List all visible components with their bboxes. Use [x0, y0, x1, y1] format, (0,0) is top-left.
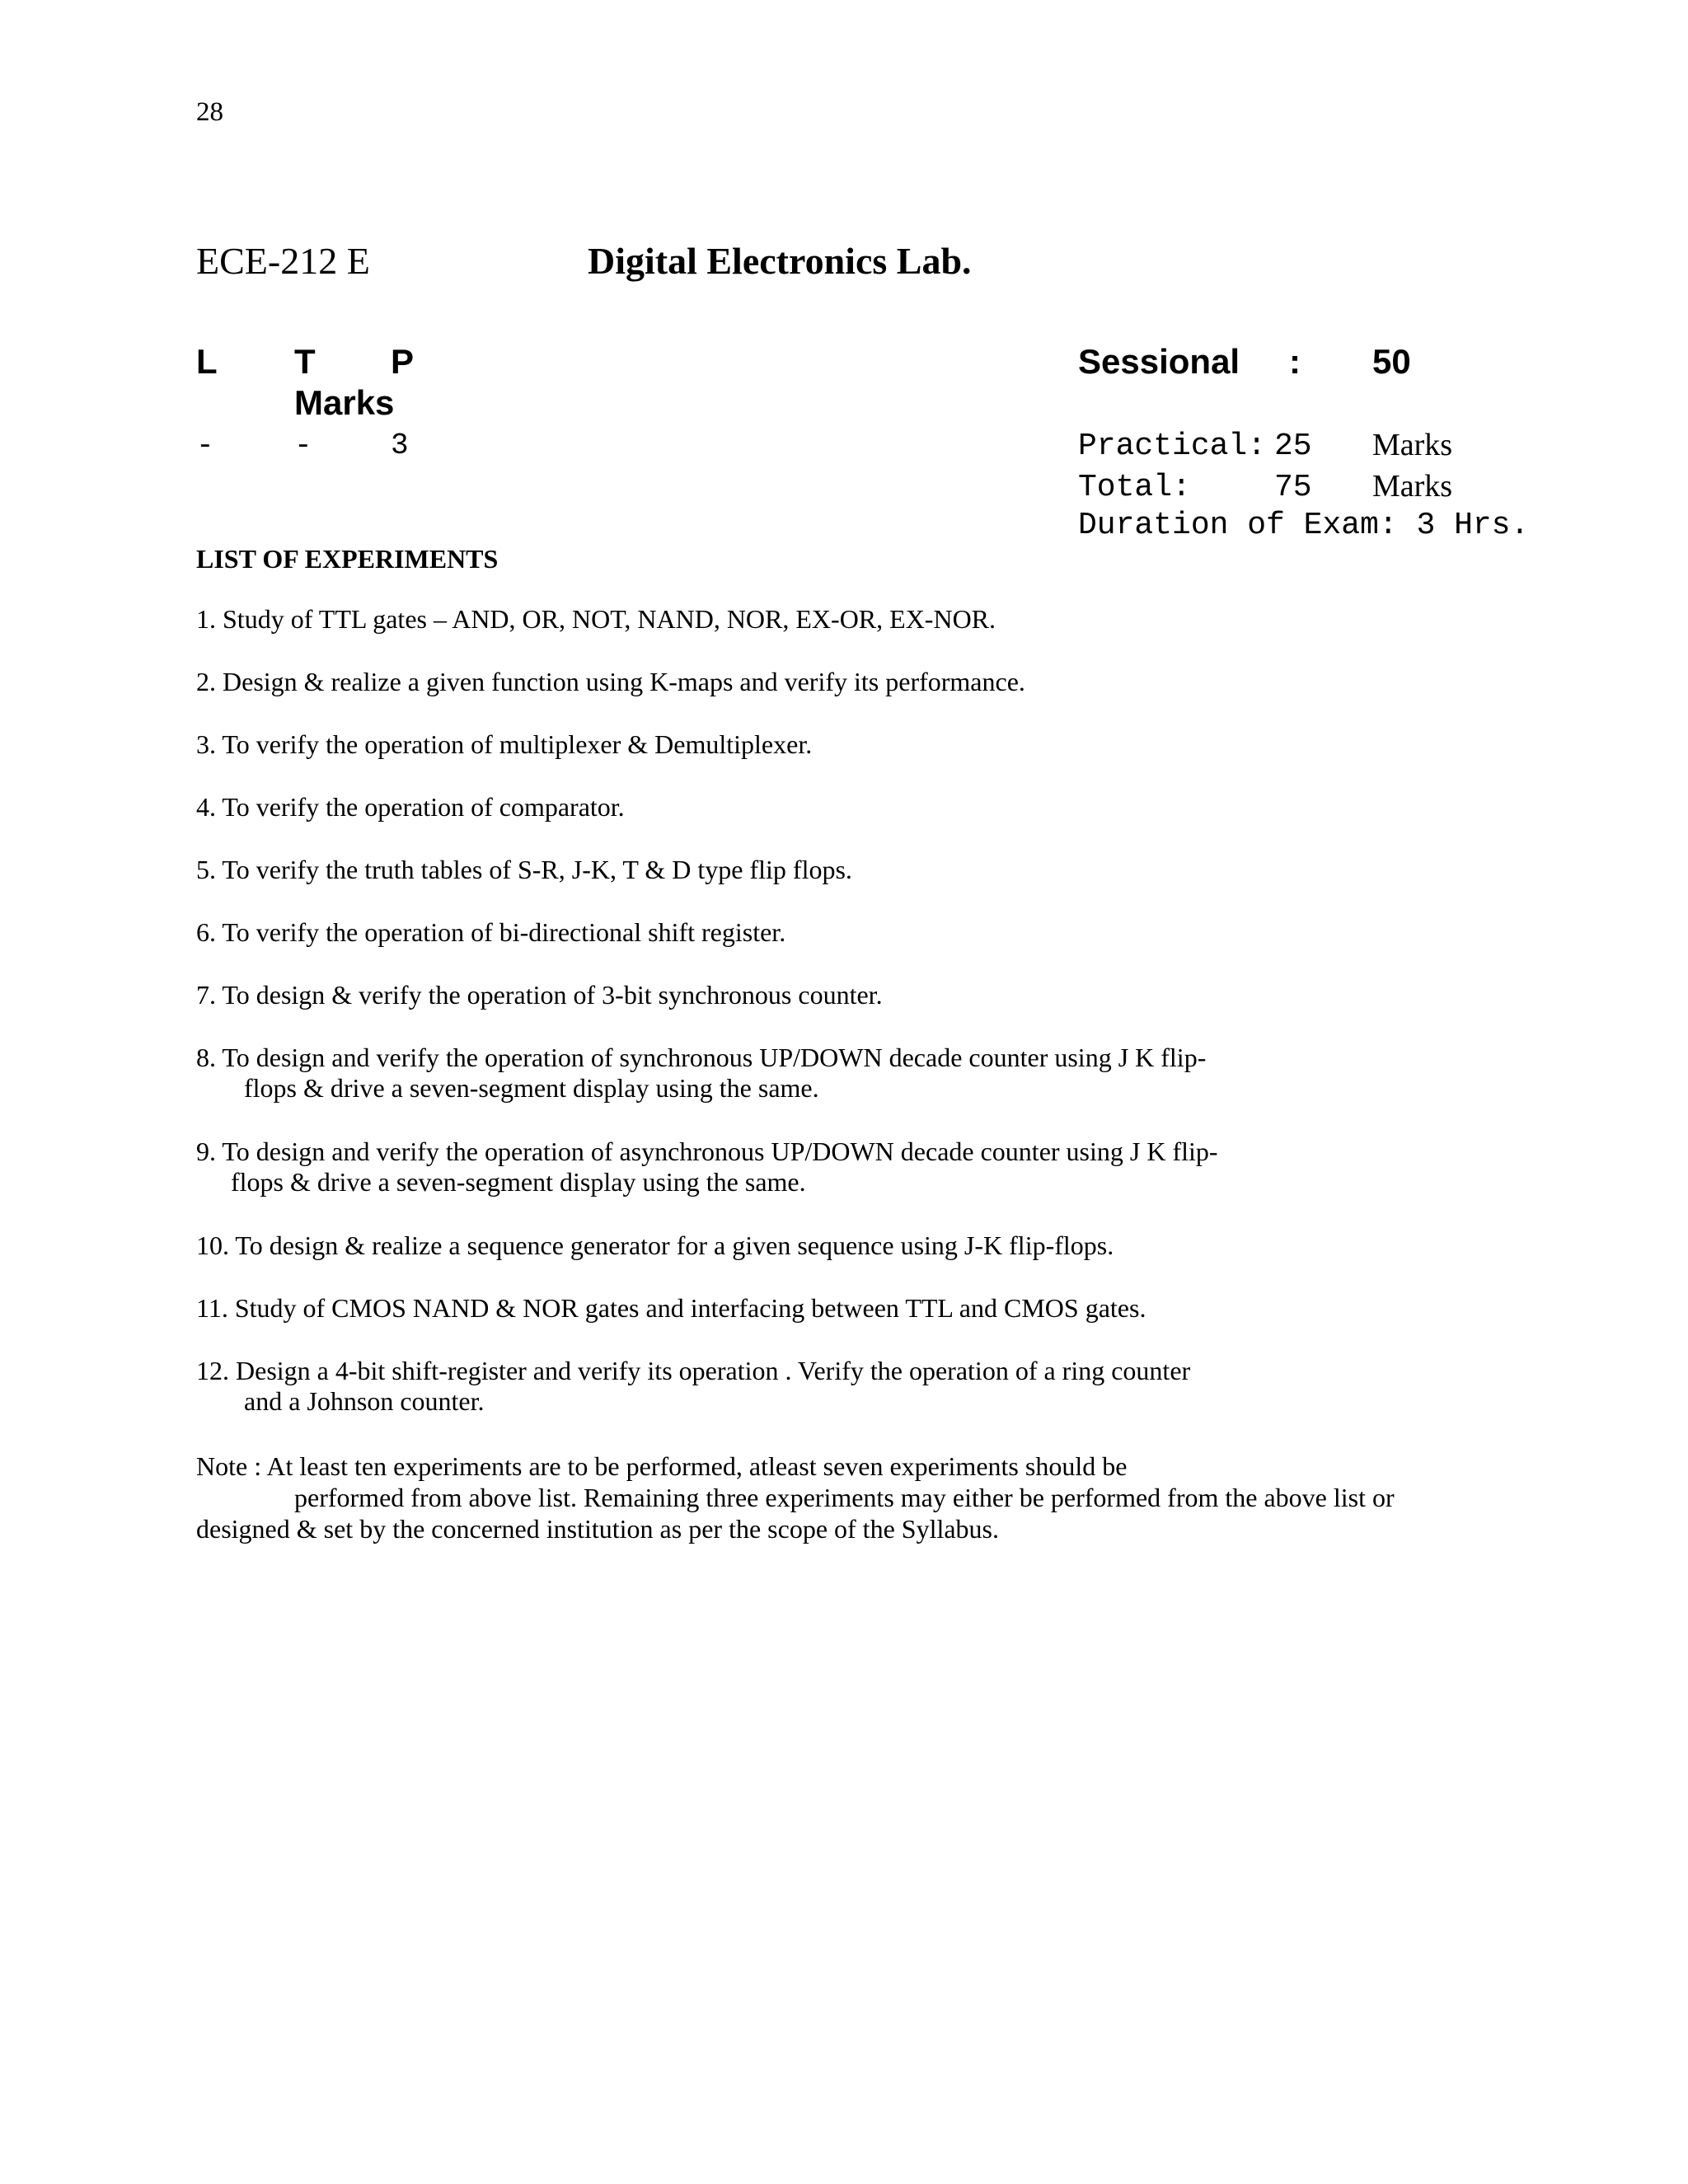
- experiment-item: 8. To design and verify the operation of synchronous UP/DOWN decade counter using J K flip-: [196, 1043, 1207, 1072]
- experiment-item: 3. To verify the operation of multiplexer & Demultiplexer.: [196, 729, 813, 759]
- course-title: Digital Electronics Lab.: [588, 240, 972, 282]
- total-unit: Marks: [1372, 469, 1453, 504]
- practical-unit: Marks: [1372, 428, 1453, 462]
- experiment-item: 6. To verify the operation of bi-directional shift register.: [196, 917, 786, 947]
- list-heading: LIST OF EXPERIMENTS: [196, 544, 499, 574]
- experiment-item: 12. Design a 4-bit shift-register and verify its operation . Verify the operation of a ring counter: [196, 1356, 1191, 1385]
- total-label: Total:: [1078, 470, 1191, 505]
- experiment-item: 5. To verify the truth tables of S-R, J-K, T & D type flip flops.: [196, 855, 852, 884]
- experiment-item-continuation: flops & drive a seven-segment display using the same.: [231, 1167, 806, 1197]
- ltp-t-value: -: [294, 429, 312, 462]
- experiment-item: 10. To design & realize a sequence generator for a given sequence using J-K flip-flops.: [196, 1230, 1114, 1260]
- sessional-value: 50: [1372, 342, 1411, 381]
- experiment-item: 9. To design and verify the operation of asynchronous UP/DOWN decade counter using J K flip-: [196, 1137, 1218, 1166]
- experiment-item: 2. Design & realize a given function using K-maps and verify its performance.: [196, 667, 1025, 696]
- total-value: 75: [1274, 470, 1312, 505]
- sessional-label: Sessional: [1078, 342, 1240, 381]
- sessional-colon: :: [1289, 342, 1301, 381]
- ltp-marks-label: Marks: [294, 383, 395, 422]
- ltp-p-label: P: [391, 342, 415, 381]
- experiment-item: 4. To verify the operation of comparator.: [196, 792, 625, 822]
- experiment-item-continuation: and a Johnson counter.: [244, 1386, 485, 1416]
- course-code: ECE-212 E: [196, 240, 370, 282]
- note-line: designed & set by the concerned institution as per the scope of the Syllabus.: [196, 1514, 999, 1544]
- ltp-l-label: L: [196, 342, 218, 381]
- practical-label: Practical:: [1078, 429, 1267, 464]
- experiment-item: 7. To design & verify the operation of 3-bit synchronous counter.: [196, 980, 883, 1010]
- ltp-t-label: T: [294, 342, 316, 381]
- ltp-p-value: 3: [391, 429, 409, 462]
- experiment-item-continuation: flops & drive a seven-segment display using the same.: [244, 1073, 819, 1103]
- note-line: Note : At least ten experiments are to be performed, atleast seven experiments should be: [196, 1451, 1128, 1481]
- ltp-l-value: -: [196, 429, 214, 462]
- experiment-item: 11. Study of CMOS NAND & NOR gates and interfacing between TTL and CMOS gates.: [196, 1293, 1146, 1323]
- exam-duration: Duration of Exam: 3 Hrs.: [1078, 508, 1530, 543]
- note-line: performed from above list. Remaining three experiments may either be performed from the above list or: [294, 1483, 1395, 1512]
- practical-value: 25: [1274, 429, 1312, 464]
- experiment-item: 1. Study of TTL gates – AND, OR, NOT, NAND, NOR, EX-OR, EX-NOR.: [196, 604, 996, 634]
- page-number: 28: [196, 97, 223, 127]
